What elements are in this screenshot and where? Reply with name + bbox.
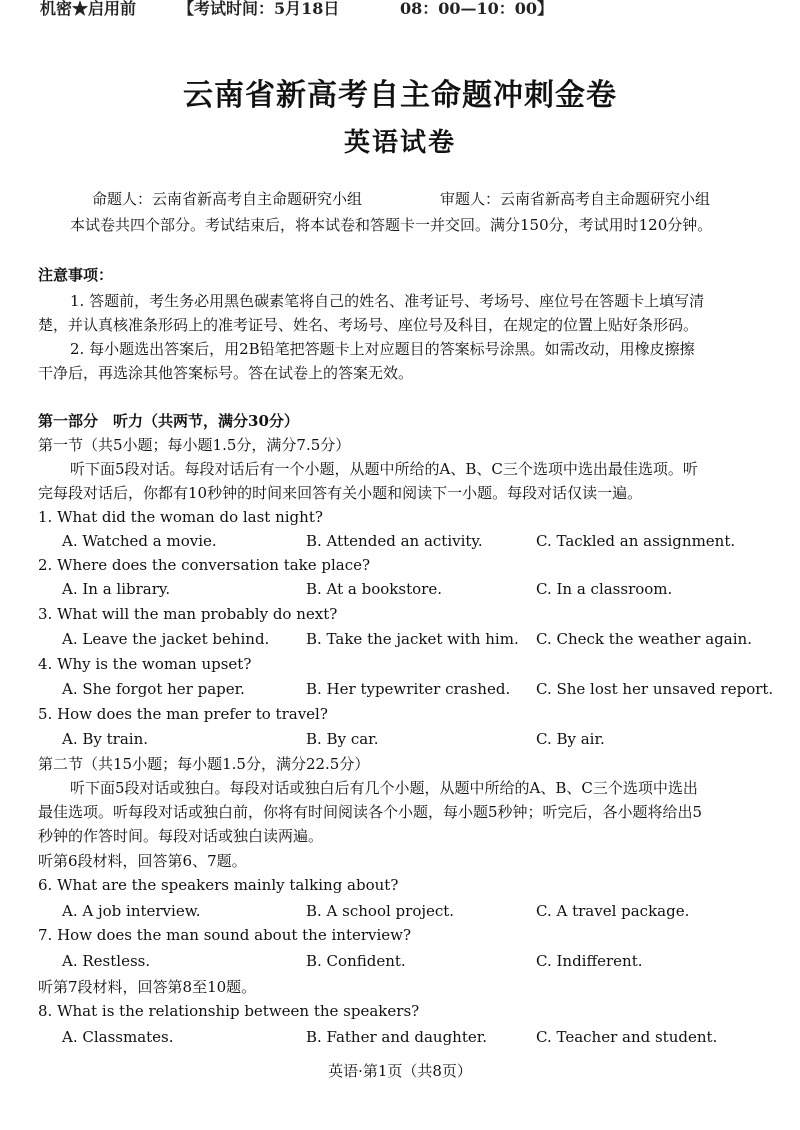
note-2-line-1: 2. 每小题选出答案后，用2B铅笔把答题卡上对应题目的答案标号涂黑。如需改动，用橡皮擦擦 — [70, 340, 695, 358]
q2-option-c: C. In a classroom. — [536, 580, 673, 598]
q8-option-a: A. Classmates. — [62, 1028, 174, 1046]
section2-instr-3: 秒钟的作答时间。每段对话或独白读两遍。 — [38, 827, 324, 845]
section2-instr-2: 最佳选项。听每段对话或独白前，你将有时间阅读各个小题，每小题5秒钟；听完后，各小题将给出5 — [38, 803, 703, 821]
section2-instr-1: 听下面5段对话或独白。每段对话或独白后有几个小题，从题中所给的A、B、C三个选项中选出 — [70, 779, 698, 797]
question-7: 7. How does the man sound about the interview? — [38, 926, 412, 944]
intro-line: 本试卷共四个部分。考试结束后，将本试卷和答题卡一并交回。满分150分，考试用时120分钟。 — [70, 216, 713, 234]
part1-heading: 第一部分 听力（共两节，满分30分） — [38, 412, 299, 430]
section1-instr-1: 听下面5段对话。每段对话后有一个小题，从题中所给的A、B、C三个选项中选出最佳选项。听 — [70, 460, 698, 478]
q1-option-a: A. Watched a movie. — [62, 532, 217, 550]
question-4: 4. Why is the woman upset? — [38, 655, 252, 673]
q3-option-c: C. Check the weather again. — [536, 630, 752, 648]
q3-option-a: A. Leave the jacket behind. — [62, 630, 270, 648]
question-8: 8. What is the relationship between the speakers? — [38, 1002, 420, 1020]
question-1: 1. What did the woman do last night? — [38, 508, 323, 526]
q2-option-b: B. At a bookstore. — [306, 580, 442, 598]
q5-option-c: C. By air. — [536, 730, 605, 748]
material-7-label: 听第7段材料，回答第8至10题。 — [38, 978, 257, 996]
reviewer-line: 审题人：云南省新高考自主命题研究小组 — [440, 190, 711, 208]
page-subtitle: 英语试卷 — [343, 128, 456, 158]
note-1-line-1: 1. 答题前，考生务必用黑色碳素笔将自己的姓名、准考证号、考场号、座位号在答题卡上填写清 — [70, 292, 705, 310]
page-title: 云南省新高考自主命题冲刺金卷 — [183, 78, 617, 113]
q7-option-a: A. Restless. — [62, 952, 151, 970]
q4-option-b: B. Her typewriter crashed. — [306, 680, 511, 698]
question-3: 3. What will the man probably do next? — [38, 605, 338, 623]
q6-option-b: B. A school project. — [306, 902, 455, 920]
q2-option-a: A. In a library. — [62, 580, 171, 598]
q7-option-c: C. Indifferent. — [536, 952, 643, 970]
question-5: 5. How does the man prefer to travel? — [38, 705, 328, 723]
exam-time: 【考试时间：5月18日 — [178, 0, 340, 18]
note-2-line-2: 干净后，再选涂其他答案标号。答在试卷上的答案无效。 — [38, 364, 414, 382]
q8-option-c: C. Teacher and student. — [536, 1028, 718, 1046]
page-footer: 英语·第1页（共8页） — [328, 1062, 472, 1080]
q8-option-b: B. Father and daughter. — [306, 1028, 488, 1046]
setter-line: 命题人：云南省新高考自主命题研究小组 — [92, 190, 363, 208]
question-2: 2. Where does the conversation take place? — [38, 556, 371, 574]
header-strip — [0, 0, 800, 40]
note-1-line-2: 楚，并认真核准条形码上的准考证号、姓名、考场号、座位号及科目，在规定的位置上贴好条形码。 — [38, 316, 699, 334]
q5-option-a: A. By train. — [62, 730, 149, 748]
notes-heading: 注意事项： — [38, 266, 114, 284]
secret-label: 机密★启用前 — [40, 0, 137, 18]
q4-option-c: C. She lost her unsaved report. — [536, 680, 774, 698]
section2-heading: 第二节（共15小题；每小题1.5分，满分22.5分） — [38, 755, 370, 773]
q3-option-b: B. Take the jacket with him. — [306, 630, 519, 648]
q5-option-b: B. By car. — [306, 730, 379, 748]
q4-option-a: A. She forgot her paper. — [62, 680, 245, 698]
question-6: 6. What are the speakers mainly talking about? — [38, 876, 399, 894]
material-6-label: 听第6段材料，回答第6、7题。 — [38, 852, 247, 870]
q7-option-b: B. Confident. — [306, 952, 406, 970]
q6-option-c: C. A travel package. — [536, 902, 690, 920]
q1-option-c: C. Tackled an assignment. — [536, 532, 736, 550]
q6-option-a: A. A job interview. — [62, 902, 201, 920]
q1-option-b: B. Attended an activity. — [306, 532, 483, 550]
section1-heading: 第一节（共5小题；每小题1.5分，满分7.5分） — [38, 436, 351, 454]
section1-instr-2: 完每段对话后，你都有10秒钟的时间来回答有关小题和阅读下一小题。每段对话仅读一遍。 — [38, 484, 643, 502]
exam-hours: 08：00—10：00】 — [400, 0, 554, 18]
